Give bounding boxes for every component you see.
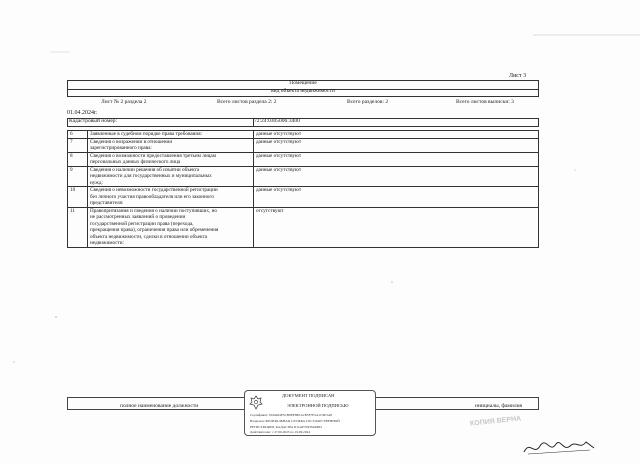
cadastral-label: Кадастровый номер:: [69, 118, 118, 124]
row-value: данные отсутствуют: [254, 138, 539, 152]
records-table: [67, 130, 539, 248]
meta-total-sheets-section: Всего листов раздела 2: 2: [217, 99, 277, 105]
row-value: данные отсутствуют: [254, 152, 539, 166]
row-value: данные отсутствуют: [254, 166, 539, 187]
meta-sheet-section: Лист № 2 раздела 2: [101, 99, 147, 105]
row-value: данные отсутствуют: [254, 187, 539, 208]
row-label: Заявленные в судебном порядке права требования:: [88, 131, 254, 139]
stamp-owner-2: РЕГИСТРАЦИИ, КАДАСТРА И КАРТОГРАФИИ: [250, 425, 322, 429]
stamp-line-1: ДОКУМЕНТ ПОДПИСАН: [282, 393, 335, 398]
eagle-emblem-icon: [249, 395, 263, 410]
row-number: 8: [68, 152, 88, 166]
cadastral-number: 72:24:0305006:3400: [254, 118, 300, 124]
stamp-certificate: Сертификат: 00AD64E5CB9EE8B1A1B5F7E5A1C9E3A8: [250, 413, 332, 417]
row-number: 7: [68, 138, 88, 152]
table-row: [68, 131, 539, 139]
position-label: полное наименование должности: [120, 403, 199, 409]
row-value: данные отсутствуют: [254, 131, 539, 139]
row-label: Сведения о возможности предоставления третьим лицам персональных данных физического лица: [88, 152, 254, 166]
object-subtitle: вид объекта недвижимости: [271, 88, 335, 94]
meta-total-sections: Всего разделов: 2: [347, 99, 389, 105]
row-label: Сведения о невозможности государственной регистрации без личного участия правообладателя или его законного представителя:: [88, 187, 254, 208]
stamp-owner-1: Владелец: ФЕДЕРАЛЬНАЯ СЛУЖБА ГОСУДАРСТВЕННОЙ: [250, 419, 340, 423]
meta-total-sheets-extract: Всего листов выписки: 3: [456, 99, 514, 105]
sheet-number: Лист 3: [509, 73, 527, 79]
table-row: [68, 187, 539, 208]
meta-row: [67, 98, 539, 107]
name-label: инициалы, фамилия: [475, 403, 523, 409]
row-value: отсутствуют: [254, 207, 539, 247]
table-row: [68, 166, 539, 187]
row-label: Правопритязания и сведения о наличии поступивших, но не рассмотренных заявлений о проведении государственной регистрации права (перехода, прекращения права), ограничения права или обременения объекта недвижимости, сделки в отношении объекта недвижимости:: [88, 207, 254, 247]
table-row: [68, 138, 539, 152]
row-label: Сведения о возражении в отношении зарегистрированного права:: [88, 138, 254, 152]
table-row: [68, 152, 539, 166]
object-title: Помещение: [289, 80, 317, 86]
row-number: 6: [68, 131, 88, 139]
row-label: Сведения о наличии решения об изъятии объекта недвижимости для государственных и муниципальных нужд:: [88, 166, 254, 187]
copy-watermark: КОПИЯ ВЕРНА: [469, 415, 522, 428]
stamp-validity: Действителен: с 27.06.2023 по 19.09.2024: [250, 430, 310, 434]
table-row: [68, 207, 539, 247]
row-number: 11: [68, 207, 88, 247]
extract-date: 01.04.2024г.: [67, 110, 98, 116]
row-number: 9: [68, 166, 88, 187]
row-number: 10: [68, 187, 88, 208]
cadastral-box: [67, 118, 539, 127]
stamp-line-2: ЭЛЕКТРОННОЙ ПОДПИСЬЮ: [287, 403, 349, 408]
handwritten-signature: [520, 432, 600, 460]
